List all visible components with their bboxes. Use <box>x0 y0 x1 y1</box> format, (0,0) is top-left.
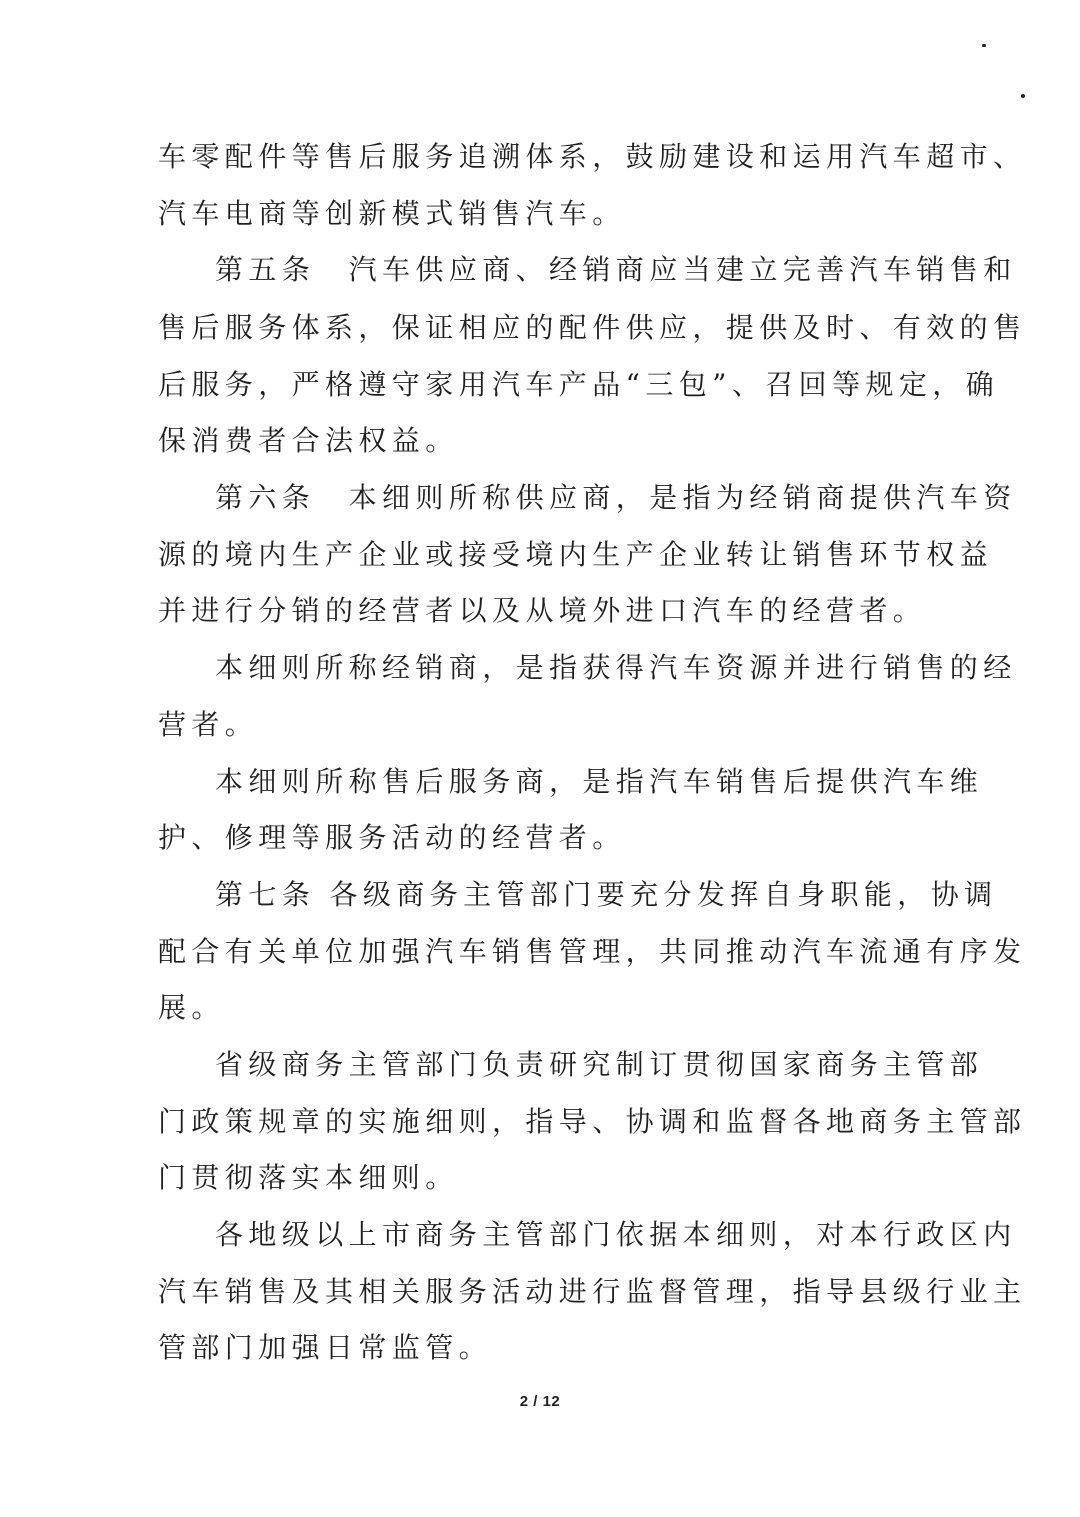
text-line: 管部门加强日常监管。 <box>158 1331 493 1364</box>
article-6-heading-line: 第六条 本细则所称供应商，是指为经销商提供汽车资 <box>215 481 1017 514</box>
text-line: 各地级以上市商务主管部门依据本细则，对本行政区内 <box>215 1218 1017 1251</box>
text-line: 省级商务主管部门负责研究制订贯彻国家商务主管部 <box>215 1048 984 1081</box>
text-line: 展。 <box>158 991 225 1024</box>
text-line: 本细则所称经销商，是指获得汽车资源并进行销售的经 <box>215 651 1017 684</box>
text-line: 后服务，严格遵守家用汽车产品“三包”、召回等规定，确 <box>158 368 1000 401</box>
text-line: 配合有关单位加强汽车销售管理，共同推动汽车流通有序发 <box>158 935 1027 968</box>
text-line: 汽车电商等创新模式销售汽车。 <box>158 197 626 230</box>
text-line: 门贯彻落实本细则。 <box>158 1161 459 1194</box>
text-line: 门政策规章的实施细则，指导、协调和监督各地商务主管部 <box>158 1105 1027 1138</box>
text-line: 营者。 <box>158 708 259 741</box>
scan-speck-2 <box>1021 94 1025 98</box>
page-number: 2 / 12 <box>519 1393 561 1410</box>
text-line: 并进行分销的经营者以及从境外进口汽车的经营者。 <box>158 594 927 627</box>
text-line: 源的境内生产企业或接受境内生产企业转让销售环节权益 <box>158 538 994 571</box>
text-line: 本细则所称售后服务商，是指汽车销售后提供汽车维 <box>215 765 984 798</box>
article-5-heading-line: 第五条 汽车供应商、经销商应当建立完善汽车销售和 <box>215 253 1017 286</box>
text-line: 保消费者合法权益。 <box>158 424 459 457</box>
text-line: 护、修理等服务活动的经营者。 <box>158 821 626 854</box>
article-7-heading-line: 第七条 各级商务主管部门要充分发挥自身职能，协调 <box>215 878 998 911</box>
text-line: 车零配件等售后服务追溯体系，鼓励建设和运用汽车超市、 <box>158 140 1027 173</box>
text-line: 汽车销售及其相关服务活动进行监督管理，指导县级行业主 <box>158 1275 1027 1308</box>
scan-speck-1 <box>982 44 986 47</box>
text-line: 售后服务体系，保证相应的配件供应，提供及时、有效的售 <box>158 311 1027 344</box>
